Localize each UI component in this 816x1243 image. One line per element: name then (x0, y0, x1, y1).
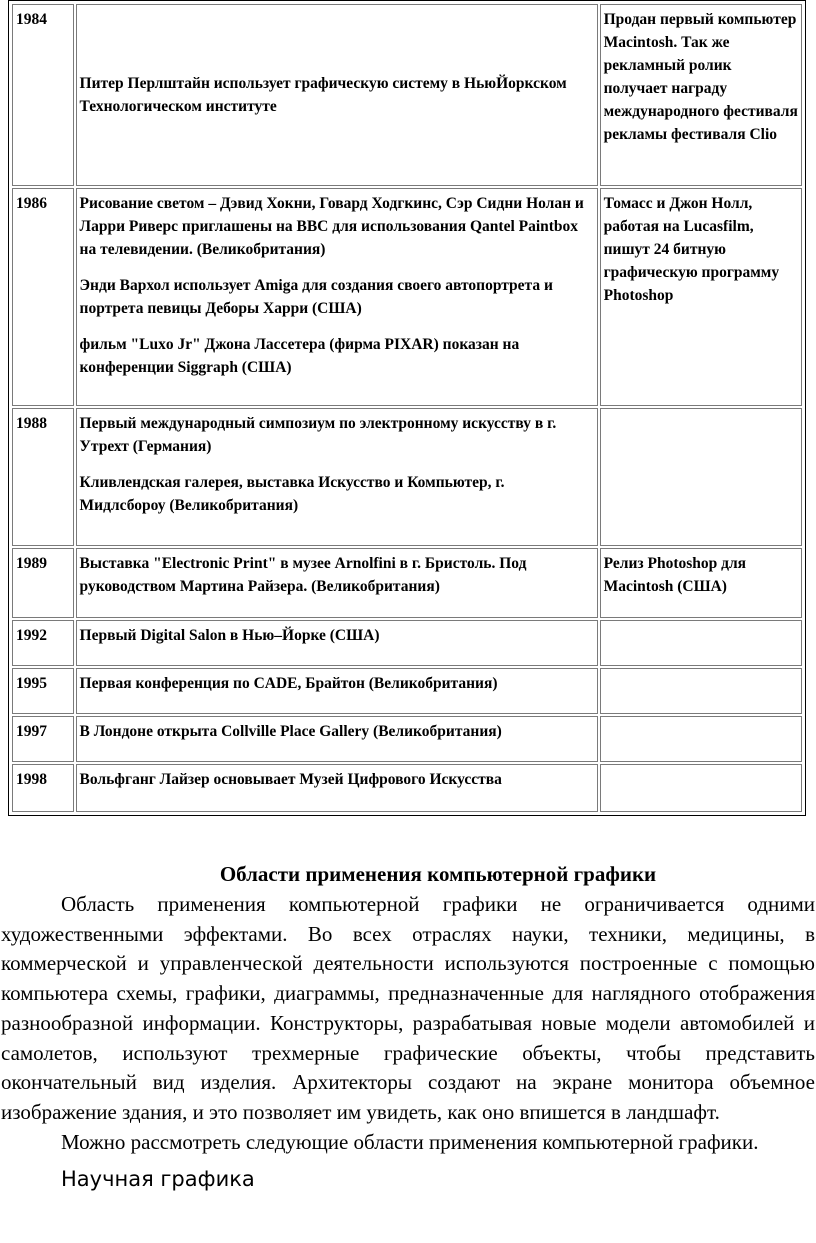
year-cell: 1988 (12, 408, 74, 546)
timeline-grid (10, 2, 804, 814)
section-title: Области применения компьютерной графики (219, 862, 657, 886)
year-cell: 1989 (12, 548, 74, 618)
year-cell: 1986 (12, 188, 74, 406)
event-text: Первый международный симпозиум по электронному искусству в г. Утрехт (Германия) (79, 415, 557, 455)
events-cell (76, 716, 598, 762)
event-text: Первый Digital Salon в Нью–Йорке (США) (79, 627, 380, 644)
year-cell: 1984 (12, 4, 74, 186)
events-cell (76, 188, 598, 406)
side-note-text: Релиз Photoshop для Macintosh (США) (603, 555, 747, 595)
side-note-cell (600, 548, 802, 618)
event-text: Вольфганг Лайзер основывает Музей Цифрового Искусства (79, 771, 502, 788)
table-row (12, 716, 802, 762)
event-text: фильм "Luxo Jr" Джона Лассетера (фирма PIXAR) показан на конференции Siggraph (США) (79, 336, 520, 376)
table-row (12, 620, 802, 666)
side-note-text: Томасс и Джон Нолл, работая на Lucasfilm, пишут 24 битную графическую программу Photoshop (603, 195, 780, 304)
event-text: Энди Вархол использует Amiga для создания своего автопортрета и портрета певицы Деборы Харри (США) (79, 277, 553, 317)
table-row (12, 408, 802, 546)
events-cell (76, 668, 598, 714)
side-note-text: Продан первый компьютер Macintosh. Так же рекламный ролик получает награду международного фестиваля рекламы фестиваля Clio (603, 11, 798, 143)
side-note-cell (600, 4, 802, 186)
event-text: В Лондоне открыта Collville Place Gallery (Великобритания) (79, 723, 502, 740)
event-text: Кливлендская галерея, выставка Искусство и Компьютер, г. Мидлсбороу (Великобритания) (79, 474, 505, 514)
table-row (12, 668, 802, 714)
event-text: Первая конференция по CADE, Брайтон (Великобритания) (79, 675, 498, 692)
year-cell: 1998 (12, 764, 74, 812)
side-note-cell (600, 668, 802, 714)
event-text: Рисование светом – Дэвид Хокни, Говард Ходгкинс, Сэр Сидни Нолан и Ларри Риверс приглашены на BBC для использования Qantel Paintbox на телевидении. (Великобритания) (79, 195, 584, 258)
table-row (12, 764, 802, 812)
body-paragraph: Можно рассмотреть следующие области применения компьютерной графики. (61, 1129, 759, 1154)
year-cell: 1992 (12, 620, 74, 666)
side-note-cell (600, 408, 802, 546)
events-cell (76, 4, 598, 186)
events-cell (76, 620, 598, 666)
side-note-cell (600, 620, 802, 666)
table-row (12, 4, 802, 186)
year-cell: 1995 (12, 668, 74, 714)
event-text: Питер Перлштайн использует графическую систему в НьюЙоркском Технологическом институте (79, 75, 567, 115)
timeline-table (8, 0, 806, 816)
subheading: Научная графика (61, 1167, 255, 1192)
side-note-cell (600, 188, 802, 406)
events-cell (76, 764, 598, 812)
table-row (12, 548, 802, 618)
side-note-cell (600, 764, 802, 812)
body-paragraph: Область применения компьютерной графики не ограничивается одними художественными эффектами. Во всех отраслях науки, техники, медицины, в коммерческой и управленческой деятельности используются построенные с помощью компьютера схемы, графики, диаграммы, предназначенные для наглядного отображения разнообразной информации. Конструкторы, разрабатывая новые модели автомобилей и самолетов, используют трехмерные графические объекты, чтобы представить окончательный вид изделия. Архитекторы создают на экране монитора объемное изображение здания, и это позволяет им увидеть, как оно впишется в ландшафт. (1, 892, 815, 1124)
events-cell (76, 408, 598, 546)
side-note-cell (600, 716, 802, 762)
events-cell (76, 548, 598, 618)
table-row (12, 188, 802, 406)
event-text: Выставка "Electronic Print" в музее Arnolfini в г. Бристоль. Под руководством Мартина Райзера. (Великобритания) (79, 555, 527, 595)
year-cell: 1997 (12, 716, 74, 762)
applications-section (0, 860, 816, 1193)
